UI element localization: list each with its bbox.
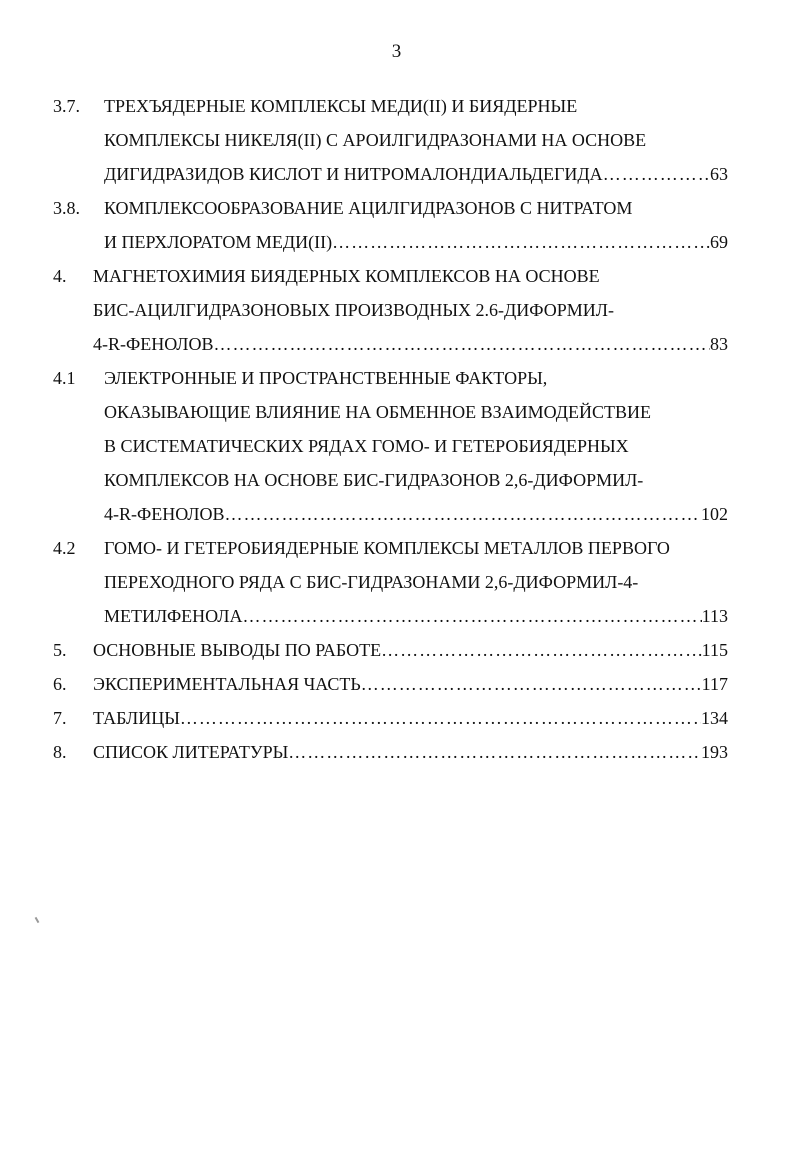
table-of-contents bbox=[53, 89, 728, 769]
toc-entry-page-number: 113 bbox=[701, 606, 728, 626]
toc-entry bbox=[53, 259, 728, 361]
toc-entry-number: 7. bbox=[53, 708, 67, 728]
toc-entry-number: 3.8. bbox=[53, 198, 80, 218]
toc-entry-title-text: ТАБЛИЦЫ bbox=[93, 708, 180, 728]
toc-entry-title-line: В СИСТЕМАТИЧЕСКИХ РЯДАХ ГОМО- И ГЕТЕРОБИЯДЕРНЫХ bbox=[104, 436, 629, 456]
dot-leader bbox=[332, 225, 710, 259]
toc-entry-title-text: И ПЕРХЛОРАТОМ МЕДИ(II) bbox=[104, 232, 333, 252]
toc-entry-title-text: СПИСОК ЛИТЕРАТУРЫ bbox=[93, 742, 289, 762]
toc-entry-title-text: 4-R-ФЕНОЛОВ bbox=[104, 504, 225, 524]
toc-entry-page-number: 102 bbox=[701, 504, 728, 524]
scan-speck bbox=[35, 917, 40, 923]
toc-entry-last-line bbox=[53, 633, 728, 667]
page-number: 3 bbox=[391, 41, 402, 62]
toc-entry-title-line: ТРЕХЪЯДЕРНЫЕ КОМПЛЕКСЫ МЕДИ(II) И БИЯДЕРНЫЕ bbox=[104, 96, 578, 116]
toc-entry-title-text: ЭКСПЕРИМЕНТАЛЬНАЯ ЧАСТЬ bbox=[93, 674, 361, 694]
toc-entry-title-line: МАГНЕТОХИМИЯ БИЯДЕРНЫХ КОМПЛЕКСОВ НА ОСНОВЕ bbox=[93, 266, 600, 286]
toc-entry-last-line bbox=[53, 327, 728, 361]
toc-entry bbox=[53, 667, 728, 701]
toc-entry-page-number: 69 bbox=[710, 232, 728, 252]
toc-entry-number: 6. bbox=[53, 674, 67, 694]
dot-leader bbox=[288, 735, 701, 769]
toc-entry-last-line bbox=[53, 701, 728, 735]
toc-entry-title-line: БИС-АЦИЛГИДРАЗОНОВЫХ ПРОИЗВОДНЫХ 2.6-ДИФОРМИЛ- bbox=[93, 300, 614, 320]
toc-entry-title-line: КОМПЛЕКСООБРАЗОВАНИЕ АЦИЛГИДРАЗОНОВ С НИТРАТОМ bbox=[104, 198, 633, 218]
toc-entry-last-line bbox=[53, 735, 728, 769]
toc-entry-last-line bbox=[53, 667, 728, 701]
toc-entry-page-number: 193 bbox=[701, 742, 728, 762]
toc-entry bbox=[53, 361, 728, 531]
toc-entry-last-line bbox=[53, 225, 728, 259]
toc-entry-page-number: 134 bbox=[701, 708, 728, 728]
toc-entry-page-number: 117 bbox=[701, 674, 728, 694]
dot-leader bbox=[603, 157, 710, 191]
dot-leader bbox=[381, 633, 702, 667]
toc-entry-title-line: КОМПЛЕКСОВ НА ОСНОВЕ БИС-ГИДРАЗОНОВ 2,6-ДИФОРМИЛ- bbox=[104, 470, 644, 490]
toc-entry-title-text: 4-R-ФЕНОЛОВ bbox=[93, 334, 214, 354]
toc-entry-title-text: ДИГИДРАЗИДОВ КИСЛОТ И НИТРОМАЛОНДИАЛЬДЕГИДА bbox=[104, 164, 603, 184]
toc-entry-number: 5. bbox=[53, 640, 67, 660]
toc-entry-page-number: 83 bbox=[710, 334, 728, 354]
dot-leader bbox=[180, 701, 701, 735]
toc-entry-title-line: ПЕРЕХОДНОГО РЯДА С БИС-ГИДРАЗОНАМИ 2,6-ДИФОРМИЛ-4- bbox=[104, 572, 639, 592]
toc-entry-title-line: КОМПЛЕКСЫ НИКЕЛЯ(II) С АРОИЛГИДРАЗОНАМИ НА ОСНОВЕ bbox=[104, 130, 647, 150]
toc-entry-number: 8. bbox=[53, 742, 67, 762]
toc-entry-page-number: 115 bbox=[701, 640, 728, 660]
toc-entry-title-line: ЭЛЕКТРОННЫЕ И ПРОСТРАНСТВЕННЫЕ ФАКТОРЫ, bbox=[104, 368, 548, 388]
toc-entry-number: 4. bbox=[53, 266, 67, 286]
toc-entry bbox=[53, 701, 728, 735]
toc-entry-title-line: ГОМО- И ГЕТЕРОБИЯДЕРНЫЕ КОМПЛЕКСЫ МЕТАЛЛОВ ПЕРВОГО bbox=[104, 538, 670, 558]
toc-entry-last-line bbox=[53, 157, 728, 191]
dot-leader bbox=[214, 327, 710, 361]
toc-entry-last-line bbox=[53, 497, 728, 531]
toc-entry bbox=[53, 735, 728, 769]
toc-entry-number: 4.2 bbox=[53, 538, 76, 558]
toc-entry-title-text: МЕТИЛФЕНОЛА bbox=[104, 606, 243, 626]
toc-entry bbox=[53, 633, 728, 667]
toc-entry-number: 4.1 bbox=[53, 368, 76, 388]
toc-entry-page-number: 63 bbox=[710, 164, 728, 184]
toc-entry bbox=[53, 191, 728, 259]
toc-entry bbox=[53, 531, 728, 633]
toc-entry-title-line: ОКАЗЫВАЮЩИЕ ВЛИЯНИЕ НА ОБМЕННОЕ ВЗАИМОДЕЙСТВИЕ bbox=[104, 402, 652, 422]
toc-entry-number: 3.7. bbox=[53, 96, 80, 116]
dot-leader bbox=[361, 667, 702, 701]
dot-leader bbox=[225, 497, 701, 531]
toc-entry bbox=[53, 89, 728, 191]
toc-entry-last-line bbox=[53, 599, 728, 633]
toc-entry-title-text: ОСНОВНЫЕ ВЫВОДЫ ПО РАБОТЕ bbox=[93, 640, 382, 660]
dot-leader bbox=[243, 599, 702, 633]
